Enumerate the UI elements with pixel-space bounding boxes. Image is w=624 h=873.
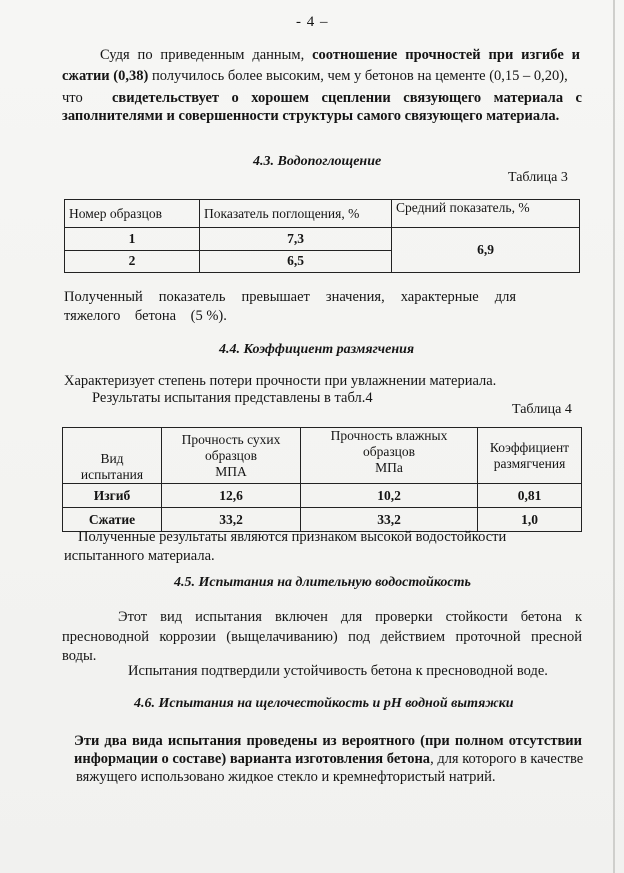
section-4-4-heading: 4.4. Коэффициент размягчения <box>219 342 415 357</box>
section-4-4-line-1: Характеризует степень потери прочности при увлажнении материала. <box>64 373 497 389</box>
table-3-cell-value-2: 6,5 <box>200 250 392 272</box>
section-4-6-heading: 4.6. Испытания на щелочестойкость и рН водной вытяжки <box>134 696 514 711</box>
intro-line-1-bold: соотношение прочностей при изгибе и <box>312 47 580 63</box>
page-edge-shadow <box>613 0 615 873</box>
table-3-cell-value-1: 7,3 <box>200 228 392 250</box>
section-4-4-line-2: Результаты испытания представлены в табл.4 <box>92 390 373 406</box>
section-4-5-p1-line-3: воды. <box>62 648 97 664</box>
table-row <box>63 484 582 508</box>
table-4-header-coef-l2: размягчения <box>493 455 566 471</box>
section-4-6-line-2-text: , для которого в качестве <box>430 751 584 767</box>
table-4-header-coef <box>478 428 582 484</box>
section-4-5-p1-line-1: Этот вид испытания включен для проверки стойкости бетона к <box>118 609 582 625</box>
section-4-5-p1-line-2: пресноводной коррозии (выщелачиванию) под действием проточной пресной <box>62 629 582 645</box>
table-4-header-dry <box>162 428 301 484</box>
table-3-cell-num-1: 1 <box>65 228 200 250</box>
section-4-5-heading: 4.5. Испытания на длительную водостойкость <box>174 575 471 590</box>
section-4-4-after-line-2: испытанного материала. <box>64 548 215 564</box>
table-4-header-dry-l1: Прочность сухих <box>181 431 281 447</box>
table-4 <box>62 427 582 532</box>
table-4-header-wet-l2: образцов <box>362 444 416 459</box>
table-4-header-dry-l3: МПА <box>215 463 247 479</box>
page-number: - 4 – <box>296 14 329 30</box>
section-4-3-heading: 4.3. Водопоглощение <box>253 154 382 169</box>
intro-line-2-text: получилось более высоким, чем у бетонов на цементе (0,15 – 0,20), <box>148 68 568 84</box>
table-4-cell-wet-2: 33,2 <box>301 508 478 532</box>
intro-line-2 <box>62 66 584 87</box>
intro-line-3-bold: свидетельствует о хорошем сцеплении связующего материала с <box>112 90 582 106</box>
section-4-3-after-line-2: тяжелого бетона (5 %). <box>64 308 227 324</box>
intro-line-1-text: Судя по приведенным данным, <box>100 47 313 63</box>
section-4-5-p2: Испытания подтвердили устойчивость бетона к пресноводной воде. <box>128 663 548 679</box>
table-4-cell-wet-1: 10,2 <box>301 484 478 508</box>
table-4-header-wet-l1: Прочность влажных <box>330 428 448 443</box>
table-4-header-type-l1: Вид <box>100 451 124 466</box>
table-4-header-coef-l1: Коэффициент <box>489 439 570 455</box>
table-4-caption: Таблица 4 <box>512 402 572 417</box>
table-3-caption: Таблица 3 <box>508 170 568 185</box>
intro-line-2-bold: сжатии (0,38) <box>62 68 149 84</box>
table-3-cell-num-2: 2 <box>65 250 200 272</box>
table-3-cell-average: 6,9 <box>392 228 580 273</box>
table-4-cell-type-1: Изгиб <box>63 484 162 508</box>
table-4-cell-dry-1: 12,6 <box>162 484 301 508</box>
table-4-cell-dry-2: 33,2 <box>162 508 301 532</box>
table-4-cell-type-2: Сжатие <box>63 508 162 532</box>
table-3-header-number: Номер образцов <box>65 200 200 228</box>
table-4-cell-coef-2: 1,0 <box>478 508 582 532</box>
table-3 <box>64 199 580 273</box>
section-4-6-line-3: вяжущего использовано жидкое стекло и кремнефтористый натрий. <box>76 769 496 785</box>
table-row <box>65 228 580 250</box>
table-3-header-average: Средний показатель, % <box>392 200 580 228</box>
section-4-6-line-2-bold: информации о составе) варианта изготовления бетона <box>74 751 431 767</box>
table-4-header-wet-l3: МПа <box>375 460 403 475</box>
table-4-header-wet <box>301 428 478 484</box>
table-4-cell-coef-1: 0,81 <box>478 484 582 508</box>
table-4-header-type <box>63 428 162 484</box>
intro-line-3-word: что <box>62 90 83 106</box>
table-3-header-absorption: Показатель поглощения, % <box>200 200 392 228</box>
section-4-4-after-line-1: Полученные результаты являются признаком высокой водостойкости <box>78 529 507 545</box>
table-4-header-dry-l2: образцов <box>204 447 258 463</box>
intro-line-4-bold: заполнителями и совершенности структуры самого связующего материала. <box>62 108 560 124</box>
table-4-header-type-l2: испытания <box>80 467 144 482</box>
section-4-3-after-line-1: Полученный показатель превышает значения, характерные для <box>64 289 516 305</box>
intro-line-1 <box>100 45 580 66</box>
section-4-6-line-1: Эти два вида испытания проведены из вероятного (при полном отсутствии <box>74 733 582 749</box>
